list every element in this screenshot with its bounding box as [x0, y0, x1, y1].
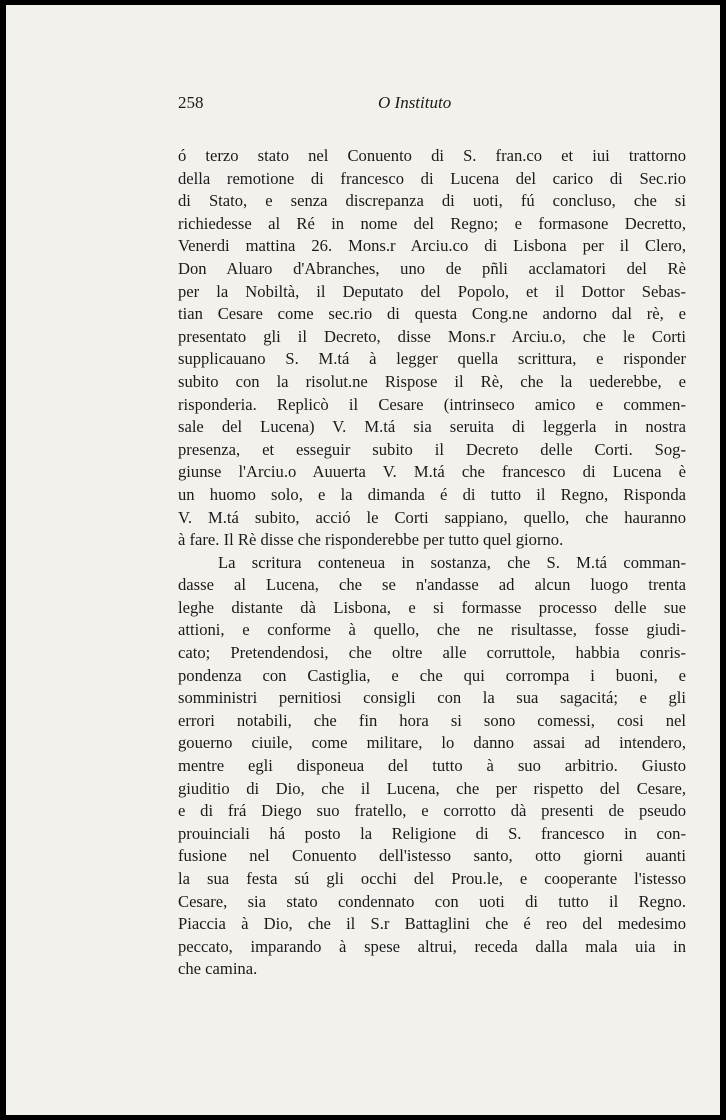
- text-line: per la Nobiltà, il Deputato del Popolo, et il Dottor Sebas-: [178, 281, 686, 301]
- text-line: della remotione di francesco di Lucena del carico di Sec.rio: [178, 168, 686, 188]
- text-line: subito con la risolut.ne Rispose il Rè, che la uederebbe, e: [178, 371, 686, 391]
- text-line: cato; Pretendendosi, che oltre alle corruttole, habbia conris-: [178, 643, 686, 663]
- page-number: 258: [178, 93, 204, 112]
- text-line: fusione nel Conuento dell'istesso santo, otto giorni auanti: [178, 846, 686, 866]
- text-line: peccato, imparando à spese altrui, receda dalla mala uia in: [178, 936, 686, 956]
- text-line: presenza, et esseguir subito il Decreto delle Corti. Sog-: [178, 439, 686, 459]
- text-line: sale del Lucena) V. M.tá sia seruita di leggerla in nostra: [178, 417, 686, 437]
- text-line: tian Cesare come sec.rio di questa Cong.ne andorno dal rè, e: [178, 304, 686, 324]
- paragraph: [178, 145, 686, 552]
- text-line: dasse al Lucena, che se n'andasse ad alcun luogo trenta: [178, 575, 686, 595]
- text-line: giunse l'Arciu.o Auuerta V. M.tá che francesco di Lucena è: [178, 462, 686, 482]
- text-line: di Stato, e senza discrepanza di uoti, fú concluso, che si: [178, 191, 686, 211]
- text-line: giuditio di Dio, che il Lucena, che per rispetto del Cesare,: [178, 778, 686, 798]
- text-line: che camina.: [178, 959, 258, 979]
- text-line: leghe distante dà Lisbona, e si formasse processo delle sue: [178, 597, 686, 617]
- body-text: [178, 145, 686, 981]
- text-line: somministri pernitiosi consigli con la sua sagacitá; e gli: [178, 688, 686, 708]
- text-line: Cesare, sia stato condennato con uoti di tutto il Regno.: [178, 891, 686, 911]
- text-line: la sua festa sú gli occhi del Prou.le, e cooperante l'istesso: [178, 869, 686, 888]
- text-line: risponderia. Replicò il Cesare (intrinseco amico e commen-: [178, 394, 686, 414]
- text-line: e di frá Diego suo fratello, e corrotto dà presenti de pseudo: [178, 801, 686, 821]
- text-line: Piaccia à Dio, che il S.r Battaglini che é reo del medesimo: [178, 914, 686, 934]
- text-line: richiedesse al Ré in nome del Regno; e formasone Decretto,: [178, 213, 686, 233]
- text-line: Venerdi mattina 26. Mons.r Arciu.co di Lisbona per il Clero,: [178, 236, 686, 256]
- text-line: presentato gli il Decreto, disse Mons.r Arciu.o, che le Corti: [178, 326, 686, 346]
- text-line: prouinciali há posto la Religione di S. francesco in con-: [178, 823, 686, 843]
- text-line: supplicauano S. M.tá à legger quella scrittura, e risponder: [178, 349, 686, 369]
- text-line: pondenza con Castiglia, e che qui corrompa i buoni, e: [178, 665, 686, 685]
- text-line: gouerno ciuile, come militare, lo danno assai ad intendero,: [178, 733, 686, 753]
- text-line: V. M.tá subito, acció le Corti sappiano, quello, che hauranno: [178, 507, 686, 527]
- text-line: à fare. Il Rè disse che risponderebbe per tutto quel giorno.: [178, 530, 564, 550]
- page-header: [178, 93, 686, 123]
- running-title: O Instituto: [378, 93, 452, 112]
- text-line: attioni, e conforme à quello, che ne risultasse, fosse giudi-: [178, 620, 686, 640]
- book-page: [6, 5, 720, 1115]
- paragraph: [178, 552, 686, 981]
- text-line: ó terzo stato nel Conuento di S. fran.co et iui trattorno: [178, 146, 686, 165]
- text-line: Don Aluaro d'Abranches, uno de pñli acclamatori del Rè: [178, 258, 686, 278]
- text-line: mentre egli disponeua del tutto à suo arbitrio. Giusto: [178, 756, 686, 776]
- text-line: La scritura conteneua in sostanza, che S. M.tá comman-: [218, 552, 686, 572]
- text-line: errori notabili, che fin hora si sono comessi, cosi nel: [178, 710, 686, 730]
- text-line: un huomo solo, e la dimanda é di tutto il Regno, Risponda: [178, 484, 686, 504]
